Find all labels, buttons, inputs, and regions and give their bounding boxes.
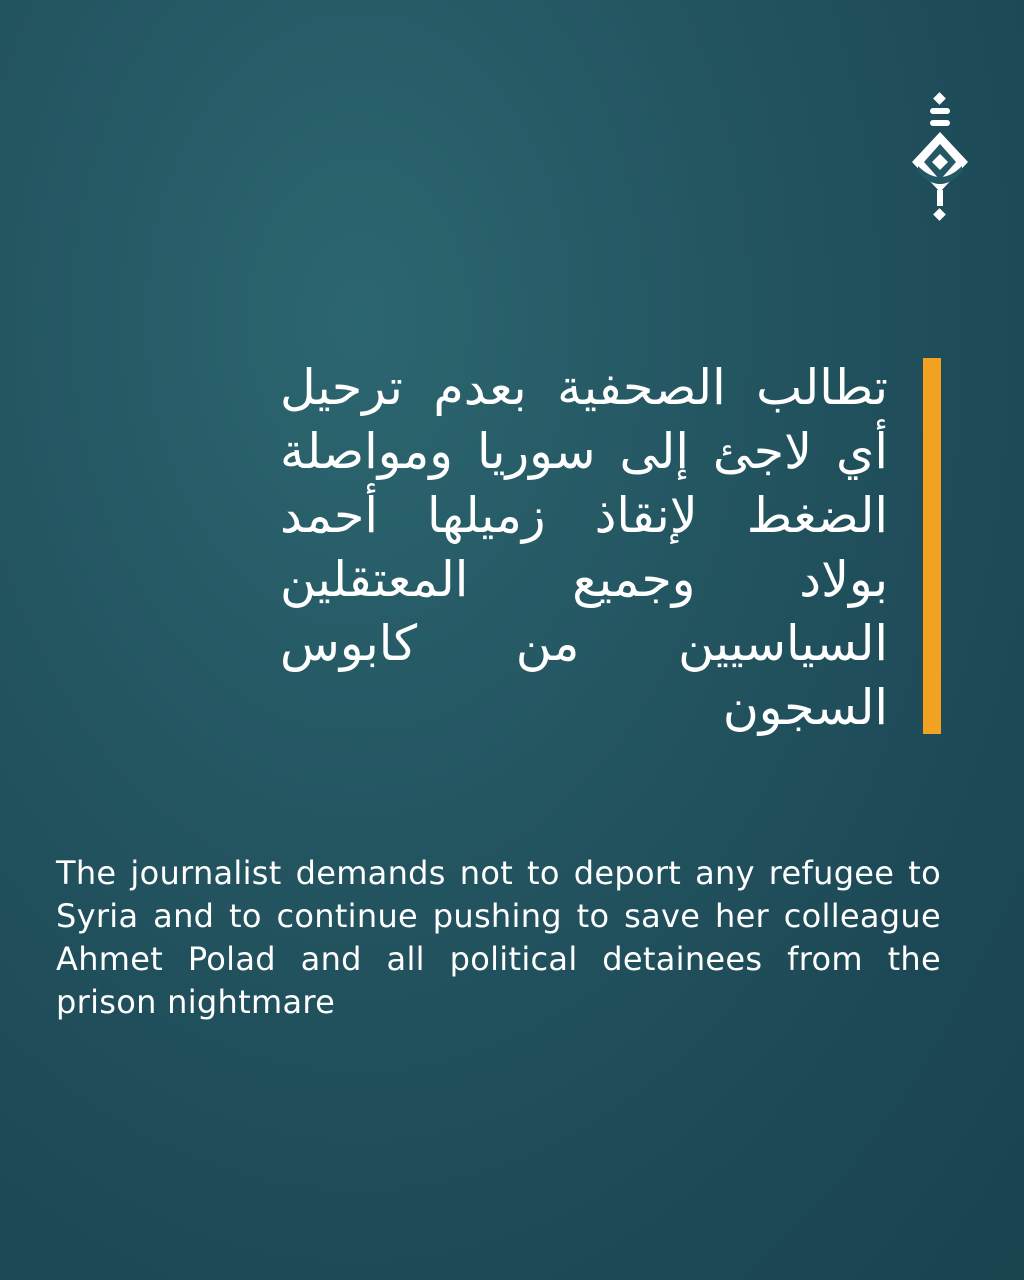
- arabic-statement: تطالب الصحفية بعدم ترحيل أي لاجئ إلى سوريا ومواصلة الضغط لإنقاذ زميلها أحمد بولاد وجميع المعتقلين السياسيين من كابوس السجون: [280, 359, 888, 736]
- english-statement: The journalist demands not to deport any refugee to Syria and to continue pushing to save her colleague Ahmet Polad and all political detainees from the prison nightmare: [56, 854, 941, 1021]
- accent-bar: [923, 358, 941, 734]
- calligraphic-diamond-logo-icon: [908, 92, 972, 222]
